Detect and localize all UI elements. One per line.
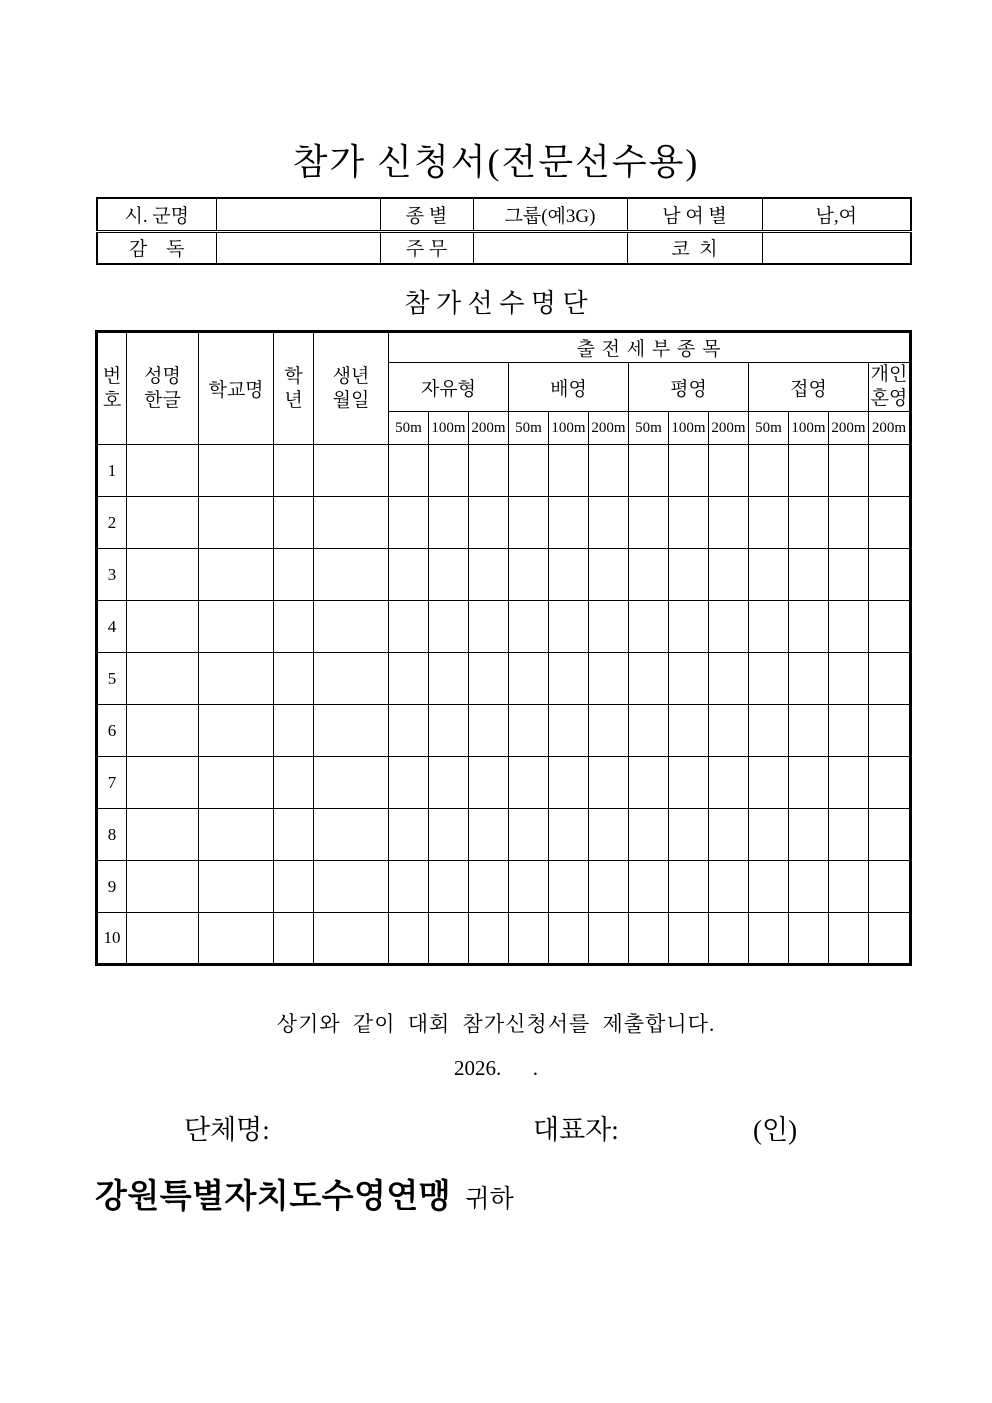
empty-entry-cell [199,705,274,757]
empty-entry-cell [589,653,629,705]
roster-subtitle: 참 가 선 수 명 단 [404,289,588,318]
empty-entry-cell [199,497,274,549]
empty-entry-cell [549,653,589,705]
recipient-federation: 강원특별자치도수영연맹 [95,1177,452,1214]
empty-entry-cell [789,705,829,757]
empty-entry-cell [669,757,709,809]
col-header-breaststroke: 평영 [629,363,749,412]
empty-entry-cell [829,809,869,861]
empty-entry-cell [469,653,509,705]
empty-entry-cell [869,653,911,705]
empty-entry-cell [509,913,549,965]
empty-entry-cell [429,705,469,757]
col-header-number: 번 호 [97,332,127,445]
empty-entry-cell [127,497,199,549]
empty-entry-cell [549,809,589,861]
row-number: 7 [97,757,127,809]
empty-entry-cell [389,913,429,965]
empty-entry-cell [389,601,429,653]
empty-entry-cell [199,757,274,809]
empty-entry-cell [549,549,589,601]
empty-entry-cell [829,861,869,913]
row-number: 8 [97,809,127,861]
empty-entry-cell [469,861,509,913]
empty-entry-cell [709,809,749,861]
roster-row [97,705,911,757]
empty-entry-cell [749,809,789,861]
empty-entry-cell [629,861,669,913]
empty-entry-cell [274,601,314,653]
empty-entry-cell [669,549,709,601]
empty-entry-cell [829,445,869,497]
row-number: 5 [97,653,127,705]
empty-entry-cell [829,549,869,601]
empty-entry-cell [389,653,429,705]
empty-entry-cell [709,705,749,757]
dist-breast-50: 50m [629,412,669,445]
empty-entry-cell [709,549,749,601]
empty-entry-cell [629,549,669,601]
empty-entry-cell [669,913,709,965]
roster-row [97,445,911,497]
empty-entry-cell [509,757,549,809]
empty-entry-cell [199,445,274,497]
empty-entry-cell [589,549,629,601]
roster-row [97,497,911,549]
empty-entry-cell [669,653,709,705]
info-row-2 [97,231,911,264]
empty-entry-cell [709,913,749,965]
empty-entry-cell [429,445,469,497]
empty-entry-cell [274,445,314,497]
empty-entry-cell [789,913,829,965]
organization-label: 단체명: [184,1115,270,1145]
empty-entry-cell [869,445,911,497]
col-header-butterfly: 접영 [749,363,869,412]
empty-entry-cell [199,861,274,913]
col-header-backstroke: 배영 [509,363,629,412]
coach-value [762,231,911,264]
empty-entry-cell [749,757,789,809]
empty-entry-cell [127,913,199,965]
empty-entry-cell [429,601,469,653]
empty-entry-cell [869,601,911,653]
dist-free-200: 200m [469,412,509,445]
empty-entry-cell [629,497,669,549]
empty-entry-cell [199,809,274,861]
empty-entry-cell [629,653,669,705]
empty-entry-cell [314,549,389,601]
empty-entry-cell [429,861,469,913]
empty-entry-cell [509,653,549,705]
dist-back-200: 200m [589,412,629,445]
empty-entry-cell [749,913,789,965]
empty-entry-cell [389,705,429,757]
empty-entry-cell [509,705,549,757]
empty-entry-cell [314,809,389,861]
empty-entry-cell [549,705,589,757]
manager-value [473,231,627,264]
empty-entry-cell [389,549,429,601]
empty-entry-cell [549,601,589,653]
empty-entry-cell [669,705,709,757]
empty-entry-cell [789,549,829,601]
empty-entry-cell [869,757,911,809]
empty-entry-cell [127,653,199,705]
empty-entry-cell [127,445,199,497]
empty-entry-cell [127,549,199,601]
empty-entry-cell [389,809,429,861]
gender-value: 남,여 [762,198,911,231]
empty-entry-cell [749,549,789,601]
empty-entry-cell [549,861,589,913]
empty-entry-cell [789,861,829,913]
empty-entry-cell [509,549,549,601]
empty-entry-cell [669,445,709,497]
empty-entry-cell [629,809,669,861]
empty-entry-cell [869,861,911,913]
empty-entry-cell [549,445,589,497]
empty-entry-cell [669,601,709,653]
empty-entry-cell [429,497,469,549]
empty-entry-cell [509,445,549,497]
empty-entry-cell [789,653,829,705]
empty-entry-cell [589,809,629,861]
empty-entry-cell [509,861,549,913]
empty-entry-cell [469,757,509,809]
col-header-grade: 학 년 [274,332,314,445]
recipient-suffix: 귀하 [465,1186,514,1213]
empty-entry-cell [589,445,629,497]
empty-entry-cell [669,861,709,913]
row-number: 3 [97,549,127,601]
header-row-events-title [97,332,911,363]
empty-entry-cell [469,549,509,601]
empty-entry-cell [274,549,314,601]
empty-entry-cell [469,601,509,653]
empty-entry-cell [589,861,629,913]
empty-entry-cell [869,809,911,861]
empty-entry-cell [314,445,389,497]
row-number: 1 [97,445,127,497]
empty-entry-cell [829,705,869,757]
director-value [216,231,380,264]
empty-entry-cell [199,549,274,601]
row-number: 10 [97,913,127,965]
roster-row [97,861,911,913]
empty-entry-cell [749,497,789,549]
empty-entry-cell [274,497,314,549]
dist-back-100: 100m [549,412,589,445]
empty-entry-cell [829,497,869,549]
empty-entry-cell [429,913,469,965]
empty-entry-cell [749,653,789,705]
dist-breast-200: 200m [709,412,749,445]
coach-label: 코 치 [627,231,762,264]
col-header-events: 출 전 세 부 종 목 [389,332,911,363]
empty-entry-cell [669,809,709,861]
empty-entry-cell [749,705,789,757]
col-header-school: 학교명 [199,332,274,445]
empty-entry-cell [589,705,629,757]
city-county-value [216,198,380,231]
empty-entry-cell [869,497,911,549]
empty-entry-cell [709,445,749,497]
empty-entry-cell [314,861,389,913]
empty-entry-cell [429,549,469,601]
empty-entry-cell [127,809,199,861]
empty-entry-cell [789,445,829,497]
empty-entry-cell [789,497,829,549]
col-header-freestyle: 자유형 [389,363,509,412]
col-header-name: 성명 한글 [127,332,199,445]
recipient-line [95,1170,915,1217]
roster-row [97,601,911,653]
dist-free-100: 100m [429,412,469,445]
empty-entry-cell [469,445,509,497]
empty-entry-cell [749,601,789,653]
empty-entry-cell [549,913,589,965]
empty-entry-cell [127,757,199,809]
empty-entry-cell [314,653,389,705]
row-number: 2 [97,497,127,549]
empty-entry-cell [314,757,389,809]
seal-label: (인) [753,1115,798,1145]
info-row-1 [97,198,911,231]
empty-entry-cell [199,653,274,705]
gender-label: 남 여 별 [627,198,762,231]
manager-label: 주 무 [380,231,473,264]
empty-entry-cell [274,653,314,705]
col-header-medley: 개인 혼영 [869,363,911,412]
dist-back-50: 50m [509,412,549,445]
col-header-birthdate: 생년 월일 [314,332,389,445]
city-county-label: 시. 군명 [97,198,216,231]
empty-entry-cell [589,497,629,549]
empty-entry-cell [469,809,509,861]
empty-entry-cell [829,913,869,965]
empty-entry-cell [829,601,869,653]
empty-entry-cell [749,861,789,913]
empty-entry-cell [709,497,749,549]
empty-entry-cell [127,861,199,913]
empty-entry-cell [274,861,314,913]
athlete-roster-table [95,330,912,966]
dist-fly-200: 200m [829,412,869,445]
empty-entry-cell [314,913,389,965]
empty-entry-cell [589,757,629,809]
date-line: 2026. . [454,1056,538,1080]
empty-entry-cell [314,601,389,653]
empty-entry-cell [869,913,911,965]
empty-entry-cell [589,913,629,965]
signature-line [0,1108,992,1145]
empty-entry-cell [709,653,749,705]
empty-entry-cell [389,861,429,913]
empty-entry-cell [789,601,829,653]
category-value: 그룹(예3G) [473,198,627,231]
category-label: 종 별 [380,198,473,231]
empty-entry-cell [629,445,669,497]
empty-entry-cell [669,497,709,549]
empty-entry-cell [429,809,469,861]
empty-entry-cell [709,601,749,653]
empty-entry-cell [789,757,829,809]
dist-fly-100: 100m [789,412,829,445]
empty-entry-cell [549,757,589,809]
empty-entry-cell [199,601,274,653]
empty-entry-cell [314,705,389,757]
empty-entry-cell [869,549,911,601]
empty-entry-cell [127,601,199,653]
empty-entry-cell [629,913,669,965]
roster-row [97,653,911,705]
roster-row [97,913,911,965]
empty-entry-cell [429,653,469,705]
row-number: 4 [97,601,127,653]
dist-breast-100: 100m [669,412,709,445]
empty-entry-cell [869,705,911,757]
representative-label: 대표자: [533,1115,619,1145]
empty-entry-cell [829,757,869,809]
page-title: 참가 신청서(전문선수용) [292,142,700,182]
empty-entry-cell [389,497,429,549]
empty-entry-cell [389,757,429,809]
empty-entry-cell [469,497,509,549]
row-number: 9 [97,861,127,913]
empty-entry-cell [629,601,669,653]
empty-entry-cell [629,705,669,757]
roster-row [97,549,911,601]
roster-row [97,809,911,861]
empty-entry-cell [274,705,314,757]
team-info-table [96,197,912,265]
empty-entry-cell [199,913,274,965]
row-number: 6 [97,705,127,757]
empty-entry-cell [709,757,749,809]
roster-row [97,757,911,809]
empty-entry-cell [469,913,509,965]
empty-entry-cell [629,757,669,809]
empty-entry-cell [829,653,869,705]
empty-entry-cell [509,809,549,861]
dist-medley-200: 200m [869,412,911,445]
empty-entry-cell [789,809,829,861]
dist-free-50: 50m [389,412,429,445]
dist-fly-50: 50m [749,412,789,445]
submit-statement: 상기와 같이 대회 참가신청서를 제출합니다. [276,1012,716,1036]
empty-entry-cell [314,497,389,549]
empty-entry-cell [389,445,429,497]
empty-entry-cell [274,913,314,965]
director-label: 감 독 [97,231,216,264]
empty-entry-cell [589,601,629,653]
empty-entry-cell [469,705,509,757]
empty-entry-cell [709,861,749,913]
empty-entry-cell [549,497,589,549]
empty-entry-cell [509,497,549,549]
roster-body [97,445,911,965]
empty-entry-cell [429,757,469,809]
empty-entry-cell [749,445,789,497]
empty-entry-cell [274,757,314,809]
empty-entry-cell [509,601,549,653]
empty-entry-cell [127,705,199,757]
empty-entry-cell [274,809,314,861]
